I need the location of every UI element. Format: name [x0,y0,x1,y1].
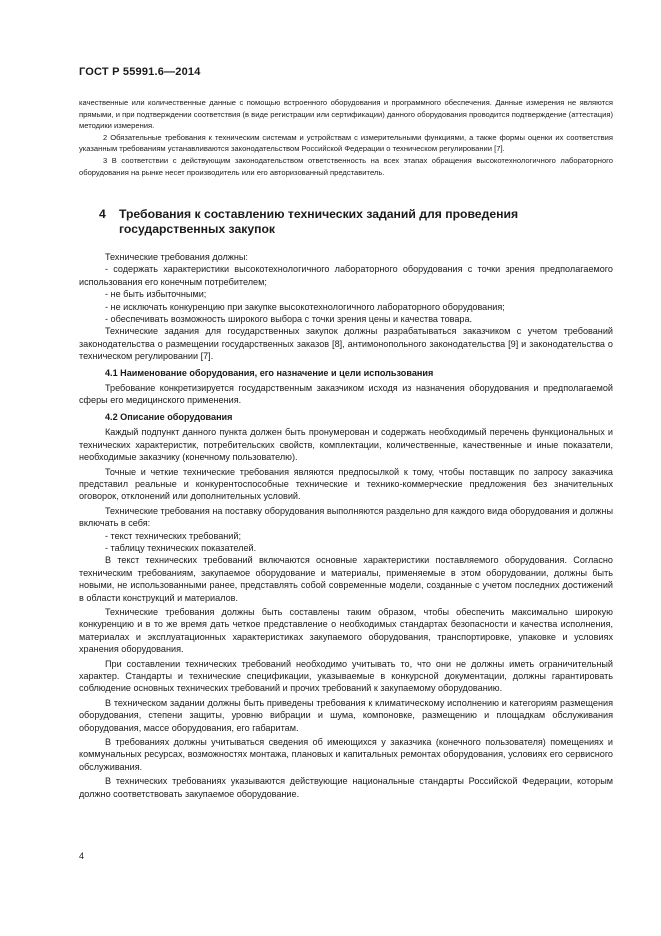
paragraph: В технических требованиях указываются действующие национальные стандарты Российской Федерации, которым должно соответствовать закупаемое оборудование. [79,776,613,799]
list-item: - не исключать конкуренцию при закупке высокотехнологичного лабораторного оборудования; [105,301,505,312]
paragraph: Точные и четкие технические требования являются предпосылкой к тому, чтобы поставщик по запросу заказчика представил реальные и конкурентоспособные технические и технико-коммерческие предложения без значительных оговорок, отклонений или дополнительных условий. [79,466,613,502]
note-3: 3 В соответствии с действующим законодательством ответственность на всех этапах обращения высокотехнологичного лабораторного оборудования на рынке несет производитель или его авторизованный представитель. [79,155,613,177]
paragraph: Технические требования должны быть составлены таким образом, чтобы обеспечить максимально широкую конкуренцию и в то же время дать четкое представление о необходимых стандартах безопасности и качества исполнения, материалах и эксплуатационных характеристиках закупаемого оборудования, транспортировке, упаковке и условиях хранения оборудования. [79,606,613,655]
paragraph: Требование конкретизируется государственным заказчиком исходя из назначения оборудования и предполагаемой сферы его медицинского применения. [79,383,613,406]
paragraph: В текст технических требований включаются основные характеристики поставляемого оборудования. Согласно техническим требованиям, закупаемое оборудование и материалы, применяемые в этом оборудовании, должны быть новыми, не использованными ранее, представлять собой современные модели, созданные с учетом последних достижений в области конструкций и материалов. [79,555,613,603]
section-number: 4 [99,207,106,221]
paragraph: В техническом задании должны быть приведены требования к климатическому исполнению и категориям размещения оборудования, степени защиты, уровню вибрации и шума, компоновке, размещению и площадкам обслуживания оборудования, массе оборудования, его габаритам. [79,697,613,733]
document-header: ГОСТ Р 55991.6—2014 [79,66,201,78]
section-body [79,251,613,800]
list-item: - обеспечивать возможность широкого выбора с точки зрения цены и качества товара. [105,314,473,325]
list-item: - текст технических требований; [105,530,241,541]
paragraph: В требованиях должны учитываться сведения об имеющихся у заказчика (конечного пользователя) помещениях и коммунальных ресурсах, возможностях монтажа, плановых и капитальных ремонтах оборудования, условиях его сервисного обслуживания. [79,737,613,772]
subsection-heading-4-1: 4.1 Наименование оборудования, его назначение и цели использования [105,367,434,378]
note-2: 2 Обязательные требования к техническим системам и устройствам с измерительными функциями, а также формы оценки их соответствия указанным требованиям устанавливаются законодательством Российской Федерации о техническом регулировании [7]. [79,132,613,154]
section-title-line2: государственных закупок [119,222,276,236]
list-item: - содержать характеристики высокотехнологичного лабораторного оборудования с точки зрения предполагаемого использования его конечным потребителем; [79,264,613,287]
section-title-line1: Требования к составлению технических заданий для проведения [119,207,519,221]
paragraph: При составлении технических требований необходимо учитывать то, что они не должны иметь ограничительный характер. Стандарты и технические спецификации, указываемые в конкурсной документации, должны гарантировать соблюдение основных технических требований и прочих требований к закупаемому оборудованию. [79,658,613,694]
subsection-heading-4-2: 4.2 Описание оборудования [105,411,233,422]
paragraph: Каждый подпункт данного пункта должен быть пронумерован и содержать необходимый перечень функциональных и технических характеристик, потребительских свойств, комплектации, количественные, качественные и иные показатели, необходимые заказчику (конечному пользователю). [79,427,613,463]
paragraph: Технические требования на поставку оборудования выполняются раздельно для каждого вида оборудования и должны включать в себя: [79,505,613,529]
section-heading [99,207,599,237]
paragraph: Технические требования должны: [105,252,248,262]
page-number: 4 [79,851,85,861]
notes-block [79,97,613,178]
note-continuation: качественные или количественные данные с помощью встроенного оборудования и программного обеспечения. Данные измерения не являются прямыми, и при подтверждении соответствия (в виде регистрации или сертификации) данного оборудования проводится подтверждение (аттестация) методики измерения. [79,98,613,131]
list-item: - не быть избыточными; [105,289,207,300]
paragraph: Технические задания для государственных закупок должны разрабатываться заказчиком с учетом требований законодательства о размещении государственных заказов [8], антимонопольного законодательства [9] и законодательства о техническом регулировании [7]. [79,326,613,362]
list-item: - таблицу технических показателей. [105,542,257,553]
